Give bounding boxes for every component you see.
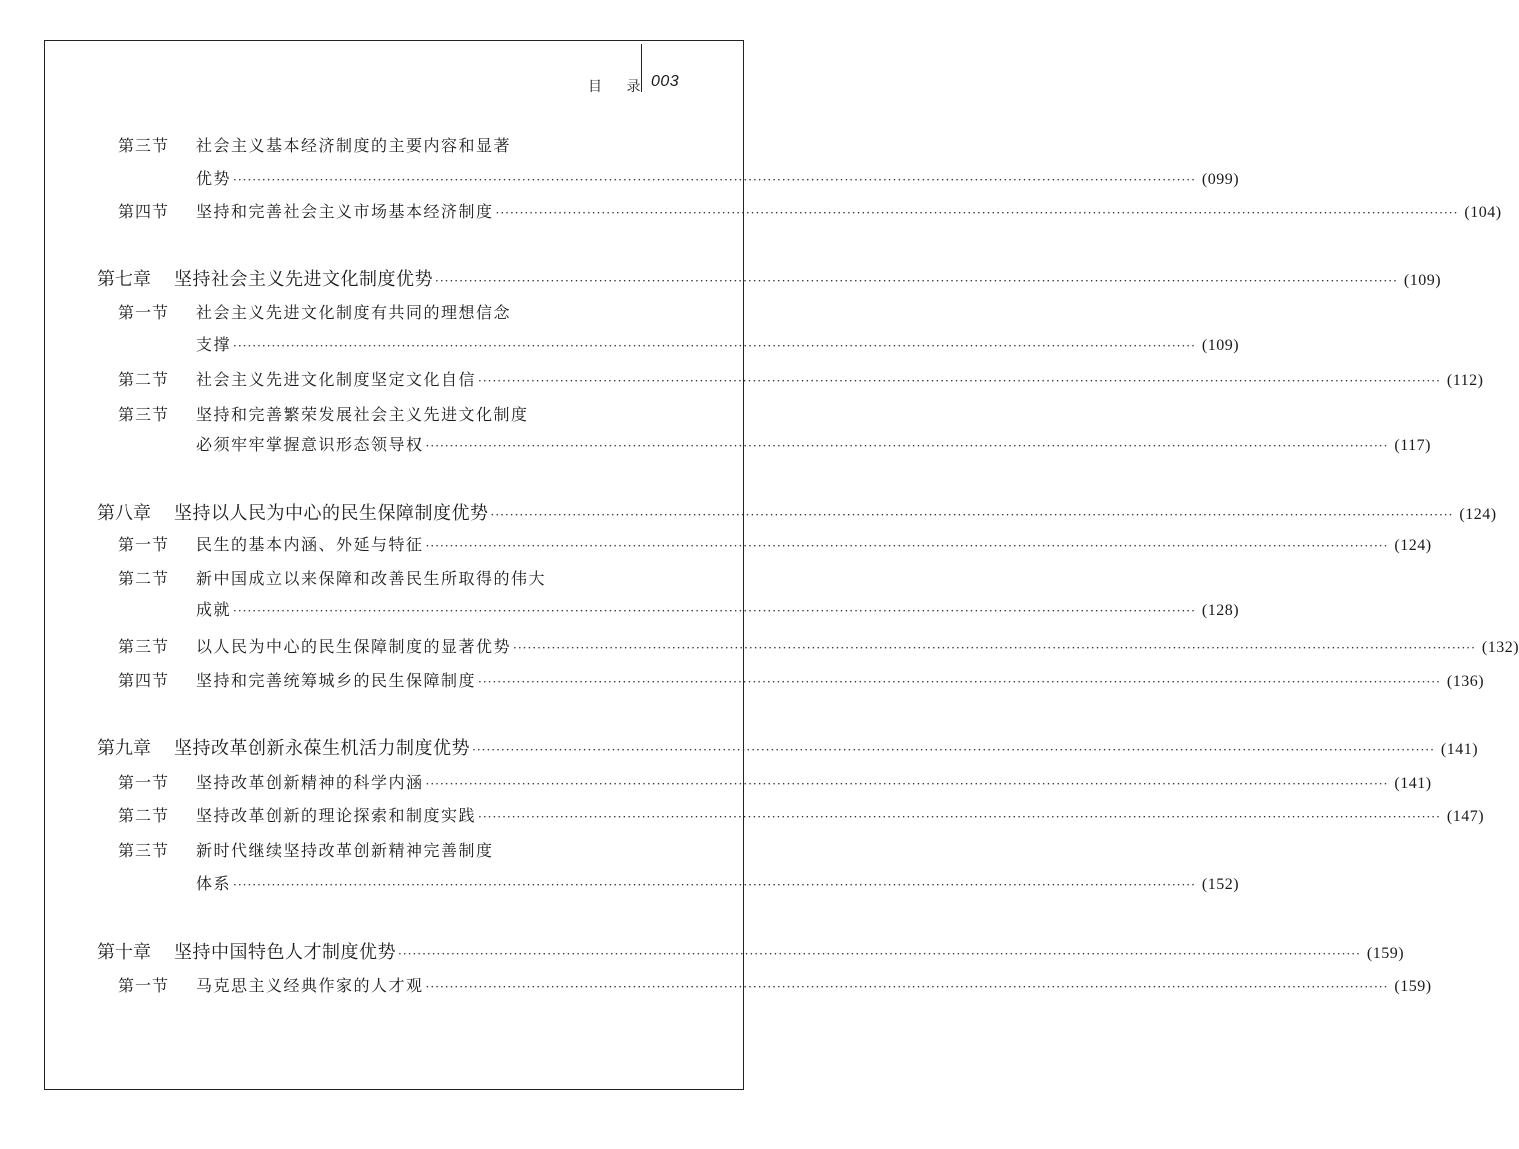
toc-entry-line (174, 734, 1479, 760)
toc-entry-line (196, 803, 1485, 826)
chapter-title: 坚持改革创新永葆生机活力制度优势 (174, 738, 470, 759)
page-number: 003 (651, 73, 680, 90)
toc-entry-line (196, 532, 1432, 555)
section-title: 坚持改革创新精神的科学内涵 (196, 773, 424, 792)
toc-section-row (0, 668, 1485, 696)
toc-page-number: (141) (1440, 741, 1479, 758)
toc-entry-line (196, 668, 1485, 691)
dot-leader: ········································································································································································································ (233, 878, 1196, 892)
dot-leader: ········································································································································································································ (233, 604, 1196, 618)
chapter-title: 坚持中国特色人才制度优势 (174, 942, 396, 963)
toc-entry-line (196, 566, 546, 589)
toc-section-row (0, 166, 1240, 194)
chapter-title: 坚持社会主义先进文化制度优势 (174, 269, 433, 290)
toc-entry-line (196, 133, 511, 156)
toc-section-row (0, 367, 1484, 395)
toc-chapter-row (0, 734, 1479, 762)
section-number: 第一节 (118, 303, 170, 322)
section-title: 成就 (196, 600, 232, 619)
toc-page-number: (099) (1201, 171, 1240, 188)
section-number: 第三节 (118, 637, 170, 656)
toc-page-number: (128) (1201, 602, 1240, 619)
toc-entry-line (174, 938, 1405, 964)
section-title: 体系 (196, 874, 232, 893)
section-number: 第一节 (118, 535, 170, 554)
toc-page-number: (159) (1366, 945, 1405, 962)
toc-entry-line (196, 367, 1484, 390)
toc-page-number: (109) (1201, 337, 1240, 354)
dot-leader: ········································································································································································································ (478, 374, 1441, 388)
section-title: 社会主义先进文化制度有共同的理想信念 (196, 303, 512, 322)
chapter-number: 第八章 (97, 503, 151, 524)
section-title: 坚持和完善繁荣发展社会主义先进文化制度 (196, 405, 529, 424)
toc-section-row (0, 133, 790, 161)
toc-entry-line (196, 838, 494, 861)
section-title: 必须牢牢掌握意识形态领导权 (196, 435, 424, 454)
toc-section-row (0, 597, 1240, 625)
toc-entry-line (196, 199, 1502, 222)
toc-section-row (0, 566, 790, 594)
section-number: 第三节 (118, 136, 170, 155)
section-title: 坚持改革创新的理论探索和制度实践 (196, 806, 477, 825)
section-number: 第四节 (118, 202, 170, 221)
chapter-number: 第七章 (97, 269, 151, 290)
toc-entry-line (196, 871, 1240, 894)
toc-page-number: (117) (1394, 437, 1431, 454)
toc-entry-line (196, 432, 1431, 455)
toc-section-row (0, 973, 1432, 1001)
dot-leader: ········································································································································································································ (435, 274, 1398, 288)
section-number: 第一节 (118, 976, 170, 995)
section-title: 以人民为中心的民生保障制度的显著优势 (196, 637, 512, 656)
toc-entry-line (196, 634, 1519, 657)
section-title: 新时代继续坚持改革创新精神完善制度 (196, 841, 494, 860)
dot-leader: ········································································································································································································ (478, 675, 1441, 689)
toc-entry-line (174, 499, 1497, 525)
section-title: 社会主义基本经济制度的主要内容和显著 (196, 136, 512, 155)
toc-page-number: (124) (1394, 537, 1432, 554)
section-number: 第二节 (118, 569, 170, 588)
toc-chapter-row (0, 499, 1497, 527)
dot-leader: ········································································································································································································ (233, 339, 1196, 353)
running-header-label: 目 录 (588, 79, 651, 95)
toc-section-row (0, 770, 1432, 798)
toc-entry-line (196, 770, 1432, 793)
toc-section-row (0, 402, 790, 430)
section-title: 民生的基本内涵、外延与特征 (196, 535, 424, 554)
dot-leader: ········································································································································································································ (425, 539, 1389, 553)
section-number: 第四节 (118, 671, 170, 690)
toc-entry-line (196, 166, 1240, 189)
section-title: 坚持和完善统筹城乡的民生保障制度 (196, 671, 477, 690)
toc-section-row (0, 838, 790, 866)
section-title: 社会主义先进文化制度坚定文化自信 (196, 370, 477, 389)
dot-leader: ········································································································································································································ (513, 641, 1476, 655)
toc-section-row (0, 332, 1240, 360)
chapter-number: 第九章 (97, 738, 151, 759)
toc-page-number: (104) (1464, 204, 1502, 221)
dot-leader: ········································································································································································································ (495, 206, 1459, 220)
toc-section-row (0, 871, 1240, 899)
page-border (44, 40, 744, 1090)
section-title: 马克思主义经典作家的人才观 (196, 976, 424, 995)
toc-section-row (0, 300, 790, 328)
toc-entry-line (196, 300, 511, 323)
chapter-title: 坚持以人民为中心的民生保障制度优势 (174, 503, 489, 524)
section-number: 第一节 (118, 773, 170, 792)
dot-leader: ········································································································································································································ (490, 508, 1454, 522)
toc-section-row (0, 432, 1431, 460)
toc-entry-line (196, 597, 1240, 620)
section-title: 新中国成立以来保障和改善民生所取得的伟大 (196, 569, 547, 588)
toc-section-row (0, 634, 1519, 662)
dot-leader: ········································································································································································································ (425, 439, 1389, 453)
toc-entry-line (174, 265, 1442, 291)
dot-leader: ········································································································································································································ (425, 777, 1389, 791)
toc-page-number: (132) (1481, 639, 1519, 656)
toc-page-number: (152) (1201, 876, 1240, 893)
section-number: 第三节 (118, 841, 170, 860)
section-title: 坚持和完善社会主义市场基本经济制度 (196, 202, 494, 221)
dot-leader: ········································································································································································································ (472, 743, 1435, 757)
section-title: 优势 (196, 169, 232, 188)
toc-page-number: (124) (1459, 506, 1497, 523)
chapter-number: 第十章 (97, 942, 151, 963)
toc-chapter-row (0, 265, 1442, 293)
toc-page-number: (109) (1403, 272, 1442, 289)
dot-leader: ········································································································································································································ (233, 173, 1196, 187)
toc-entry-line (196, 973, 1432, 996)
toc-section-row (0, 803, 1485, 831)
section-number: 第二节 (118, 370, 170, 389)
section-number: 第二节 (118, 806, 170, 825)
section-number: 第三节 (118, 405, 170, 424)
toc-entry-line (196, 332, 1240, 355)
toc-page-number: (112) (1446, 372, 1484, 389)
toc-page-number: (147) (1446, 808, 1485, 825)
toc-page-number: (141) (1394, 775, 1432, 792)
dot-leader: ········································································································································································································ (425, 980, 1389, 994)
toc-section-row (0, 199, 1502, 227)
toc-section-row (0, 532, 1432, 560)
dot-leader: ········································································································································································································ (398, 947, 1361, 961)
toc-entry-line (196, 402, 529, 425)
toc-page-number: (136) (1446, 673, 1485, 690)
section-title: 支撑 (196, 335, 232, 354)
toc-chapter-row (0, 938, 1405, 966)
toc-page-number: (159) (1394, 978, 1432, 995)
dot-leader: ········································································································································································································ (478, 810, 1441, 824)
